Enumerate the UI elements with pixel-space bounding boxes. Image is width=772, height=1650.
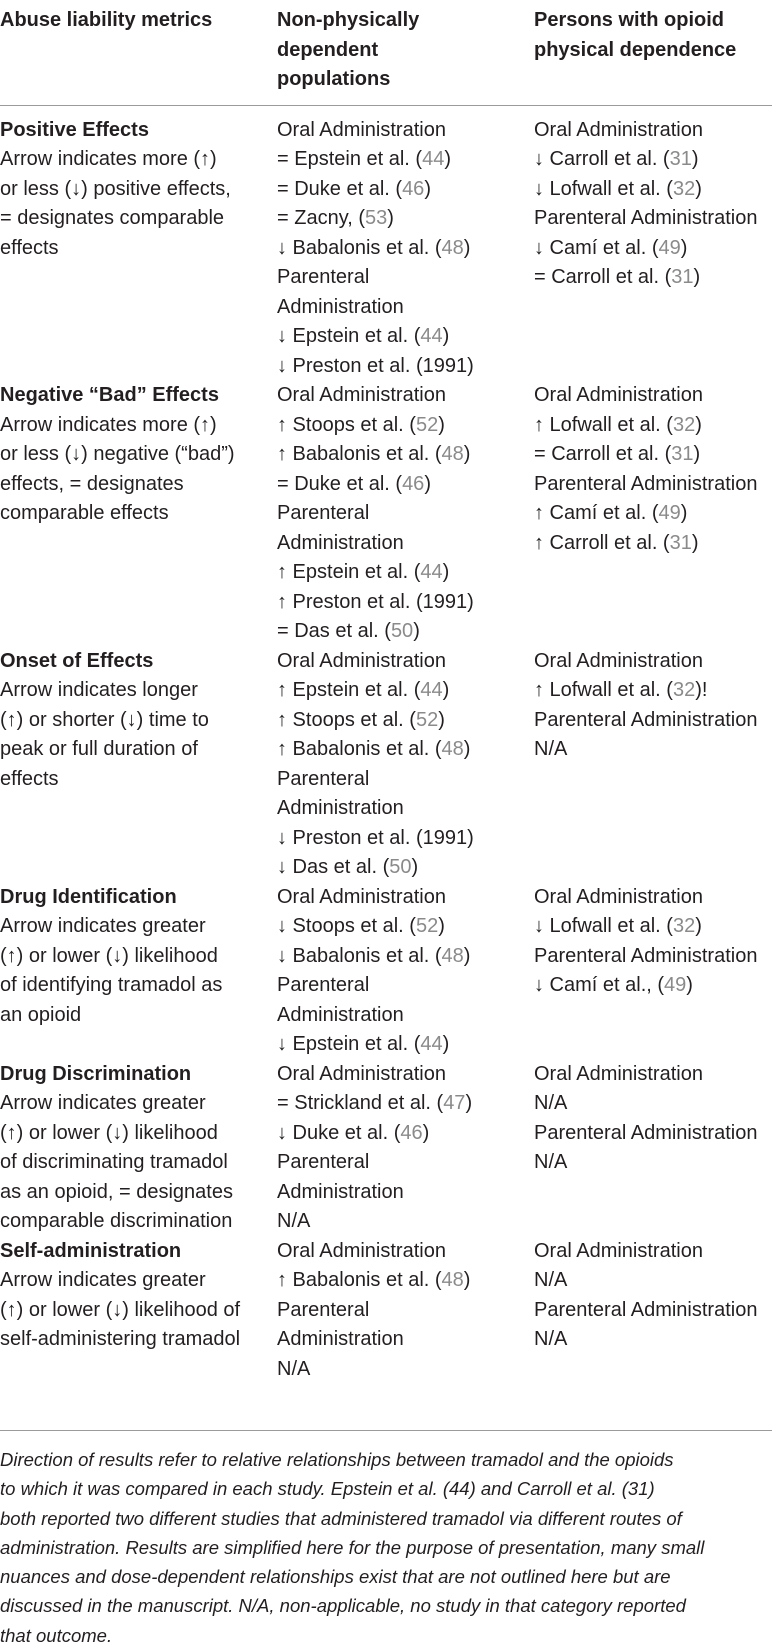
dependent-cell [534, 1237, 772, 1385]
study-entry: ↓ Babalonis et al. (48) [277, 236, 471, 259]
study-entry: ↓ Epstein et al. (44) [277, 1033, 450, 1055]
reference-link[interactable]: 48 [441, 443, 464, 465]
reference-link[interactable]: 31 [671, 266, 694, 288]
study-entry: ↑ Stoops et al. (52) [277, 708, 445, 731]
header-line: Non-physically [277, 9, 420, 31]
table-row [0, 883, 772, 1060]
metric-description: Arrow indicates longer [0, 679, 198, 701]
reference-link[interactable]: 32 [672, 177, 696, 200]
table-row [0, 647, 772, 883]
reference-link[interactable]: 44 [422, 148, 445, 170]
metric-description: Arrow indicates greater [0, 915, 206, 937]
header-line: populations [277, 68, 391, 90]
study-entry: ↓ Lofwall et al. (32) [534, 177, 702, 200]
reference-link[interactable]: 50 [389, 856, 412, 878]
study-entry: N/A [534, 1092, 568, 1114]
study-entry: Oral Administration [534, 118, 703, 141]
metric-description: (↑) or lower (↓) likelihood [0, 1121, 218, 1144]
metric-description: Arrow indicates more (↑) [0, 148, 217, 170]
study-entry: ↑ Lofwall et al. (32)! [534, 679, 708, 701]
study-entry: ↓ Lofwall et al. (32) [534, 915, 702, 937]
footnote-line: to which it was compared in each study. Epstein et al. (44) and Carroll et al. (31) [0, 1478, 655, 1500]
footnote-line: Direction of results refer to relative relationships between tramadol and the opioids [0, 1449, 674, 1470]
study-entry: ↓ Camí et al. (49) [534, 236, 688, 259]
metric-description: peak or full duration of [0, 738, 198, 760]
metric-description: (↑) or lower (↓) likelihood [0, 944, 218, 967]
study-entry: ↓ Camí et al., (49) [534, 974, 693, 996]
metric-description: = designates comparable [0, 207, 225, 229]
study-entry: Oral Administration [277, 1062, 446, 1085]
study-entry: Parenteral Administration [534, 1298, 758, 1321]
study-entry: Oral Administration [534, 1239, 703, 1262]
study-entry: = Carroll et al. (31) [534, 266, 701, 288]
dependent-cell [534, 1060, 772, 1237]
header-line: Abuse liability metrics [0, 9, 213, 31]
study-entry: = Strickland et al. (47) [277, 1092, 473, 1114]
non-dependent-cell [277, 381, 534, 647]
reference-link[interactable]: 31 [669, 531, 692, 554]
study-entry: ↓ Das et al. (50) [277, 856, 419, 878]
metric-title: Negative “Bad” Effects [0, 384, 219, 406]
study-entry: = Epstein et al. (44) [277, 148, 451, 170]
study-entry: = Duke et al. (46) [277, 472, 431, 495]
study-entry: Parenteral [277, 974, 370, 996]
study-entry: N/A [534, 1269, 568, 1291]
study-entry: Parenteral Administration [534, 472, 758, 495]
reference-link[interactable]: 44 [420, 1033, 443, 1055]
study-entry: Administration [277, 295, 404, 318]
study-entry: = Zacny, (53) [277, 207, 394, 229]
metric-description: Arrow indicates greater [0, 1092, 206, 1114]
metric-cell [0, 381, 277, 647]
reference-link[interactable]: 44 [420, 325, 443, 347]
study-entry: ↓ Epstein et al. (44) [277, 325, 450, 347]
metric-title: Positive Effects [0, 118, 149, 141]
dependent-cell [534, 381, 772, 647]
table-footnote [0, 1430, 772, 1650]
footnote-line: discussed in the manuscript. N/A, non-applicable, no study in that category reported [0, 1595, 686, 1617]
study-entry: ↓ Preston et al. (1991) [277, 354, 474, 377]
dependent-cell [534, 883, 772, 1060]
study-entry: Administration [277, 797, 404, 819]
header-line: Persons with opioid [534, 9, 725, 31]
metric-cell [0, 1237, 277, 1385]
table-header-row [0, 6, 772, 105]
study-entry: ↓ Preston et al. (1991) [277, 826, 474, 849]
metric-description: (↑) or lower (↓) likelihood of [0, 1298, 241, 1321]
metric-title: Self-administration [0, 1239, 182, 1262]
reference-link[interactable]: 48 [441, 236, 464, 259]
study-entry: ↓ Duke et al. (46) [277, 1121, 430, 1144]
table-row [0, 1237, 772, 1385]
reference-link[interactable]: 46 [400, 1121, 423, 1144]
metric-description: Arrow indicates more (↑) [0, 413, 217, 436]
metric-description: (↑) or shorter (↓) time to [0, 708, 209, 731]
study-entry: Oral Administration [534, 649, 703, 672]
study-entry: N/A [277, 1357, 311, 1380]
study-entry: = Das et al. (50) [277, 620, 420, 642]
footnote-line: that outcome. [0, 1624, 113, 1646]
dependent-cell [534, 105, 772, 381]
study-entry: Parenteral [277, 767, 370, 790]
footnote-line: administration. Results are simplified here for the purpose of presentation, many small [0, 1536, 705, 1558]
study-entry: Oral Administration [277, 649, 446, 672]
reference-link[interactable]: 52 [415, 413, 439, 436]
study-entry: Oral Administration [277, 118, 446, 141]
study-entry: Oral Administration [277, 1239, 446, 1262]
reference-link[interactable]: 31 [669, 148, 692, 170]
reference-link[interactable]: 44 [420, 679, 443, 701]
study-entry: ↑ Carroll et al. (31) [534, 531, 699, 554]
study-entry: N/A [277, 1210, 311, 1232]
table-row [0, 381, 772, 647]
footnote-line: both reported two different studies that administered tramadol via different routes of [0, 1507, 682, 1529]
metric-cell [0, 1060, 277, 1237]
reference-link[interactable]: 46 [402, 472, 425, 495]
metric-description: or less (↓) positive effects, [0, 177, 231, 200]
metric-title: Drug Discrimination [0, 1062, 192, 1085]
study-entry: ↓ Carroll et al. (31) [534, 148, 699, 170]
metric-cell [0, 105, 277, 381]
non-dependent-cell [277, 883, 534, 1060]
study-entry: Parenteral [277, 266, 370, 288]
study-entry: Parenteral Administration [534, 1121, 758, 1144]
study-entry: ↑ Babalonis et al. (48) [277, 443, 471, 465]
study-entry: N/A [534, 1328, 568, 1350]
metric-description: of identifying tramadol as [0, 974, 223, 996]
abuse-liability-table [0, 6, 772, 1384]
study-entry: Administration [277, 531, 404, 554]
study-entry: Parenteral Administration [534, 944, 758, 967]
reference-link[interactable]: 44 [420, 561, 443, 583]
study-entry: Administration [277, 1328, 404, 1350]
study-entry: ↑ Epstein et al. (44) [277, 561, 450, 583]
non-dependent-cell [277, 105, 534, 381]
study-entry: ↑ Preston et al. (1991) [277, 590, 474, 613]
study-entry: Parenteral [277, 1298, 370, 1321]
study-entry: ↓ Babalonis et al. (48) [277, 944, 471, 967]
study-entry: Parenteral [277, 1151, 370, 1173]
reference-link[interactable]: 48 [441, 944, 464, 967]
reference-link[interactable]: 46 [402, 177, 425, 200]
study-entry: Administration [277, 1003, 404, 1026]
table-row [0, 105, 772, 381]
reference-link[interactable]: 48 [441, 738, 464, 760]
study-entry: Oral Administration [277, 885, 446, 908]
study-entry: Oral Administration [534, 1062, 703, 1085]
non-dependent-cell [277, 1237, 534, 1385]
study-entry: ↑ Epstein et al. (44) [277, 679, 450, 701]
study-entry: Parenteral [277, 502, 370, 524]
study-entry: ↑ Babalonis et al. (48) [277, 738, 471, 760]
reference-link[interactable]: 53 [365, 207, 388, 229]
metric-description: comparable effects [0, 502, 169, 524]
metric-description: effects [0, 236, 59, 259]
header-line: physical dependence [534, 38, 737, 61]
study-entry: ↑ Camí et al. (49) [534, 502, 688, 524]
study-entry: = Duke et al. (46) [277, 177, 431, 200]
metric-description: comparable discrimination [0, 1210, 233, 1232]
metric-cell [0, 647, 277, 883]
header-metrics [0, 6, 277, 105]
metric-description: as an opioid, = designates [0, 1180, 233, 1203]
study-entry: Oral Administration [534, 885, 703, 908]
metric-title: Onset of Effects [0, 649, 154, 672]
reference-link[interactable]: 32 [672, 915, 696, 937]
metric-description: Arrow indicates greater [0, 1269, 206, 1291]
table-row [0, 1060, 772, 1237]
study-entry: N/A [534, 738, 568, 760]
reference-link[interactable]: 52 [415, 915, 439, 937]
study-entry: Administration [277, 1180, 404, 1203]
header-non-dependent [277, 6, 534, 105]
metric-description: an opioid [0, 1003, 82, 1026]
study-entry: ↑ Stoops et al. (52) [277, 413, 445, 436]
reference-link[interactable]: 50 [390, 620, 414, 642]
non-dependent-cell [277, 647, 534, 883]
study-entry: = Carroll et al. (31) [534, 443, 701, 465]
metric-description: of discriminating tramadol [0, 1151, 228, 1173]
metric-cell [0, 883, 277, 1060]
reference-link[interactable]: 49 [664, 974, 687, 996]
study-entry: Oral Administration [534, 384, 703, 406]
dependent-cell [534, 647, 772, 883]
reference-link[interactable]: 47 [443, 1092, 466, 1114]
reference-link[interactable]: 32 [672, 679, 696, 701]
metric-title: Drug Identification [0, 885, 177, 908]
metric-description: or less (↓) negative (“bad”) [0, 443, 235, 465]
study-entry: Oral Administration [277, 384, 446, 406]
reference-link[interactable]: 32 [672, 413, 696, 436]
reference-link[interactable]: 48 [441, 1269, 464, 1291]
reference-link[interactable]: 49 [658, 236, 681, 259]
metric-description: effects, = designates [0, 472, 184, 495]
reference-link[interactable]: 49 [658, 502, 681, 524]
study-entry: ↑ Babalonis et al. (48) [277, 1269, 471, 1291]
reference-link[interactable]: 31 [671, 443, 694, 465]
metric-description: self-administering tramadol [0, 1328, 241, 1350]
study-entry: ↓ Stoops et al. (52) [277, 915, 445, 937]
header-dependent [534, 6, 772, 105]
non-dependent-cell [277, 1060, 534, 1237]
study-entry: Parenteral Administration [534, 708, 758, 731]
reference-link[interactable]: 52 [415, 708, 439, 731]
study-entry: Parenteral Administration [534, 207, 758, 229]
footnote-line: nuances and dose-dependent relationships exist that are not outlined here but are [0, 1566, 671, 1588]
study-entry: N/A [534, 1151, 568, 1173]
metric-description: effects [0, 767, 59, 790]
study-entry: ↑ Lofwall et al. (32) [534, 413, 702, 436]
header-line: dependent [277, 38, 379, 61]
